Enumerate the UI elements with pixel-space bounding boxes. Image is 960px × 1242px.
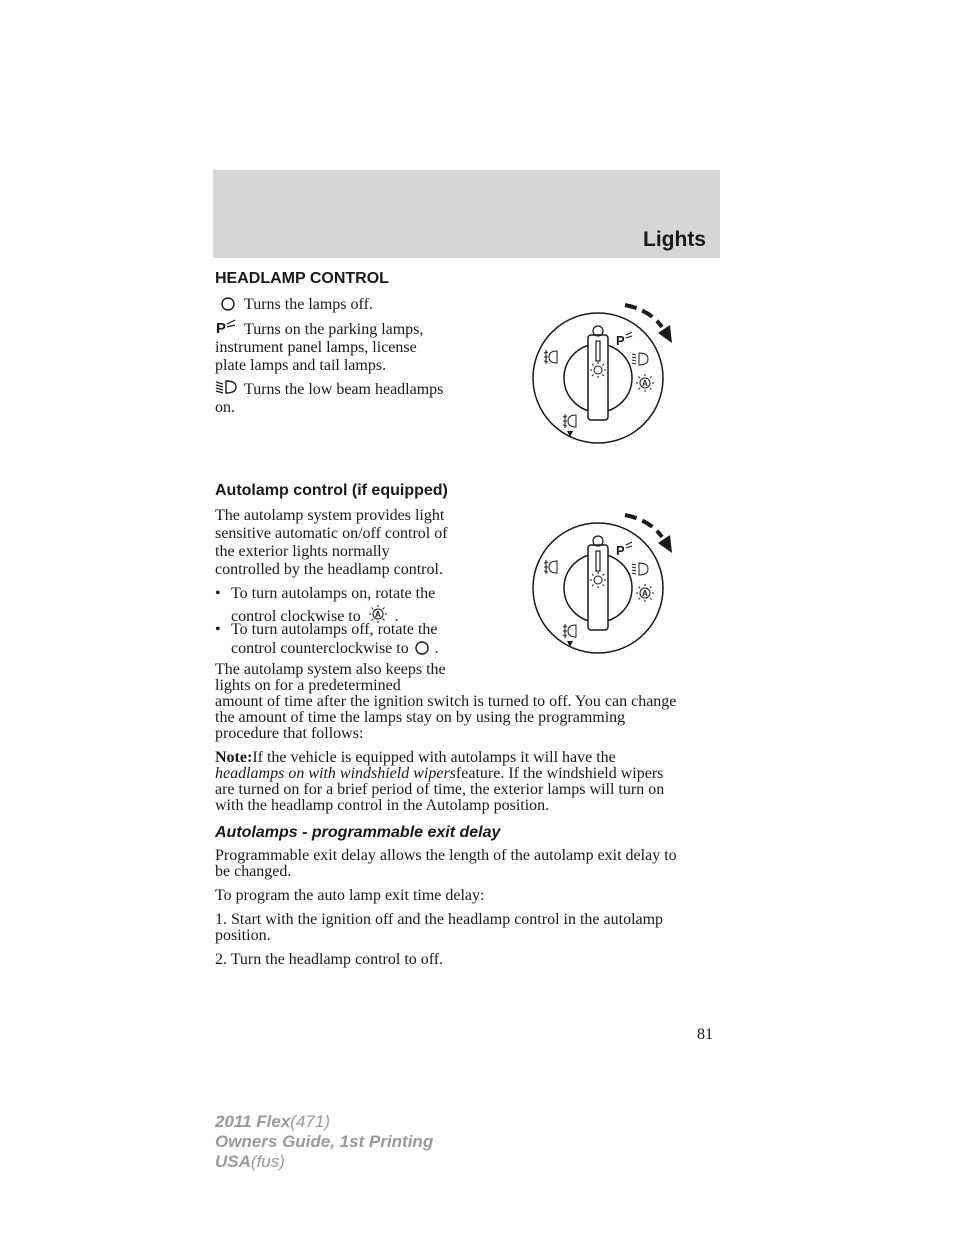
exit-delay-text-1: Programmable exit delay allows the length of the autolamp exit delay to	[215, 847, 677, 864]
off-text: Turns the lamps off.	[244, 296, 373, 313]
exit-delay-text-2: be changed.	[215, 863, 292, 880]
headlamp-control-diagram-bottom	[520, 505, 680, 655]
parking-letter-top: P	[616, 333, 625, 348]
footer	[215, 1112, 433, 1172]
section-header-band	[213, 170, 720, 258]
note-line-4: with the headlamp control in the Autolamp position.	[215, 797, 550, 814]
keeps-line-4: the amount of time the lamps stay on by using the programming	[215, 709, 626, 726]
step1-line-2: position.	[215, 927, 271, 944]
off-icon-inline	[413, 640, 431, 656]
autolamp-intro-3: the exterior lights normally	[215, 543, 390, 560]
parking-text-line-1: Turns on the parking lamps,	[244, 321, 424, 338]
auto-letter-top: A	[642, 379, 648, 388]
svg-text:A: A	[374, 610, 381, 619]
footer-line-2: Owners Guide, 1st Printing	[215, 1132, 434, 1151]
page-number: 81	[697, 1026, 713, 1043]
autolamp-heading: Autolamp control (if equipped)	[215, 482, 448, 499]
svg-text:P: P	[216, 320, 227, 336]
lowbeam-text-line-2: on.	[215, 399, 235, 416]
headlamp-heading: HEADLAMP CONTROL	[215, 270, 389, 287]
footer-line-1: 2011 Flex(471)	[215, 1112, 330, 1131]
bullet-on-line-2: control clockwise to A .	[231, 604, 399, 625]
lowbeam-text-line-1: Turns the low beam headlamps	[244, 381, 444, 398]
autolamp-intro-1: The autolamp system provides light	[215, 507, 445, 524]
keeps-line-5: procedure that follows:	[215, 725, 364, 742]
bullet-dot-off: •	[215, 621, 221, 638]
parking-lamp-icon	[215, 318, 237, 336]
parking-text-line-3: plate lamps and tail lamps.	[215, 357, 387, 374]
program-intro: To program the auto lamp exit time delay:	[215, 887, 485, 904]
keeps-line-2: lights on for a predetermined	[215, 677, 401, 694]
headlamp-control-diagram-top	[520, 295, 680, 445]
autolamp-intro-2: sensitive automatic on/off control of	[215, 525, 448, 542]
note-line-3: are turned on for a brief period of time, the exterior lamps will turn on	[215, 781, 665, 798]
bullet-off-line-2: control counterclockwise to .	[231, 640, 439, 657]
step1-line-1: 1. Start with the ignition off and the headlamp control in the autolamp	[215, 911, 664, 928]
parking-text-line-2: instrument panel lamps, license	[215, 339, 417, 356]
exit-delay-heading: Autolamps - programmable exit delay	[215, 824, 501, 841]
note-line-1: Note:If the vehicle is equipped with autolamps it will have the	[215, 749, 616, 766]
section-title: Lights	[643, 228, 706, 251]
low-beam-icon	[214, 378, 238, 396]
bullet-off-line-1: To turn autolamps off, rotate the	[231, 621, 438, 638]
autolamp-intro-4: controlled by the headlamp control.	[215, 561, 443, 578]
off-icon	[220, 296, 236, 312]
bullet-on-line-1: To turn autolamps on, rotate the	[231, 585, 436, 602]
note-line-2: headlamps on with windshield wipersfeature. If the windshield wipers	[215, 765, 664, 782]
bullet-dot-on: •	[215, 585, 221, 602]
auto-letter-bottom: A	[642, 589, 648, 598]
keeps-line-3: amount of time after the ignition switch is turned to off. You can change	[215, 693, 677, 710]
parking-letter-bottom: P	[616, 543, 625, 558]
footer-line-3: USA(fus)	[215, 1152, 285, 1171]
step2: 2. Turn the headlamp control to off.	[215, 951, 444, 968]
keeps-line-1: The autolamp system also keeps the	[215, 661, 446, 678]
